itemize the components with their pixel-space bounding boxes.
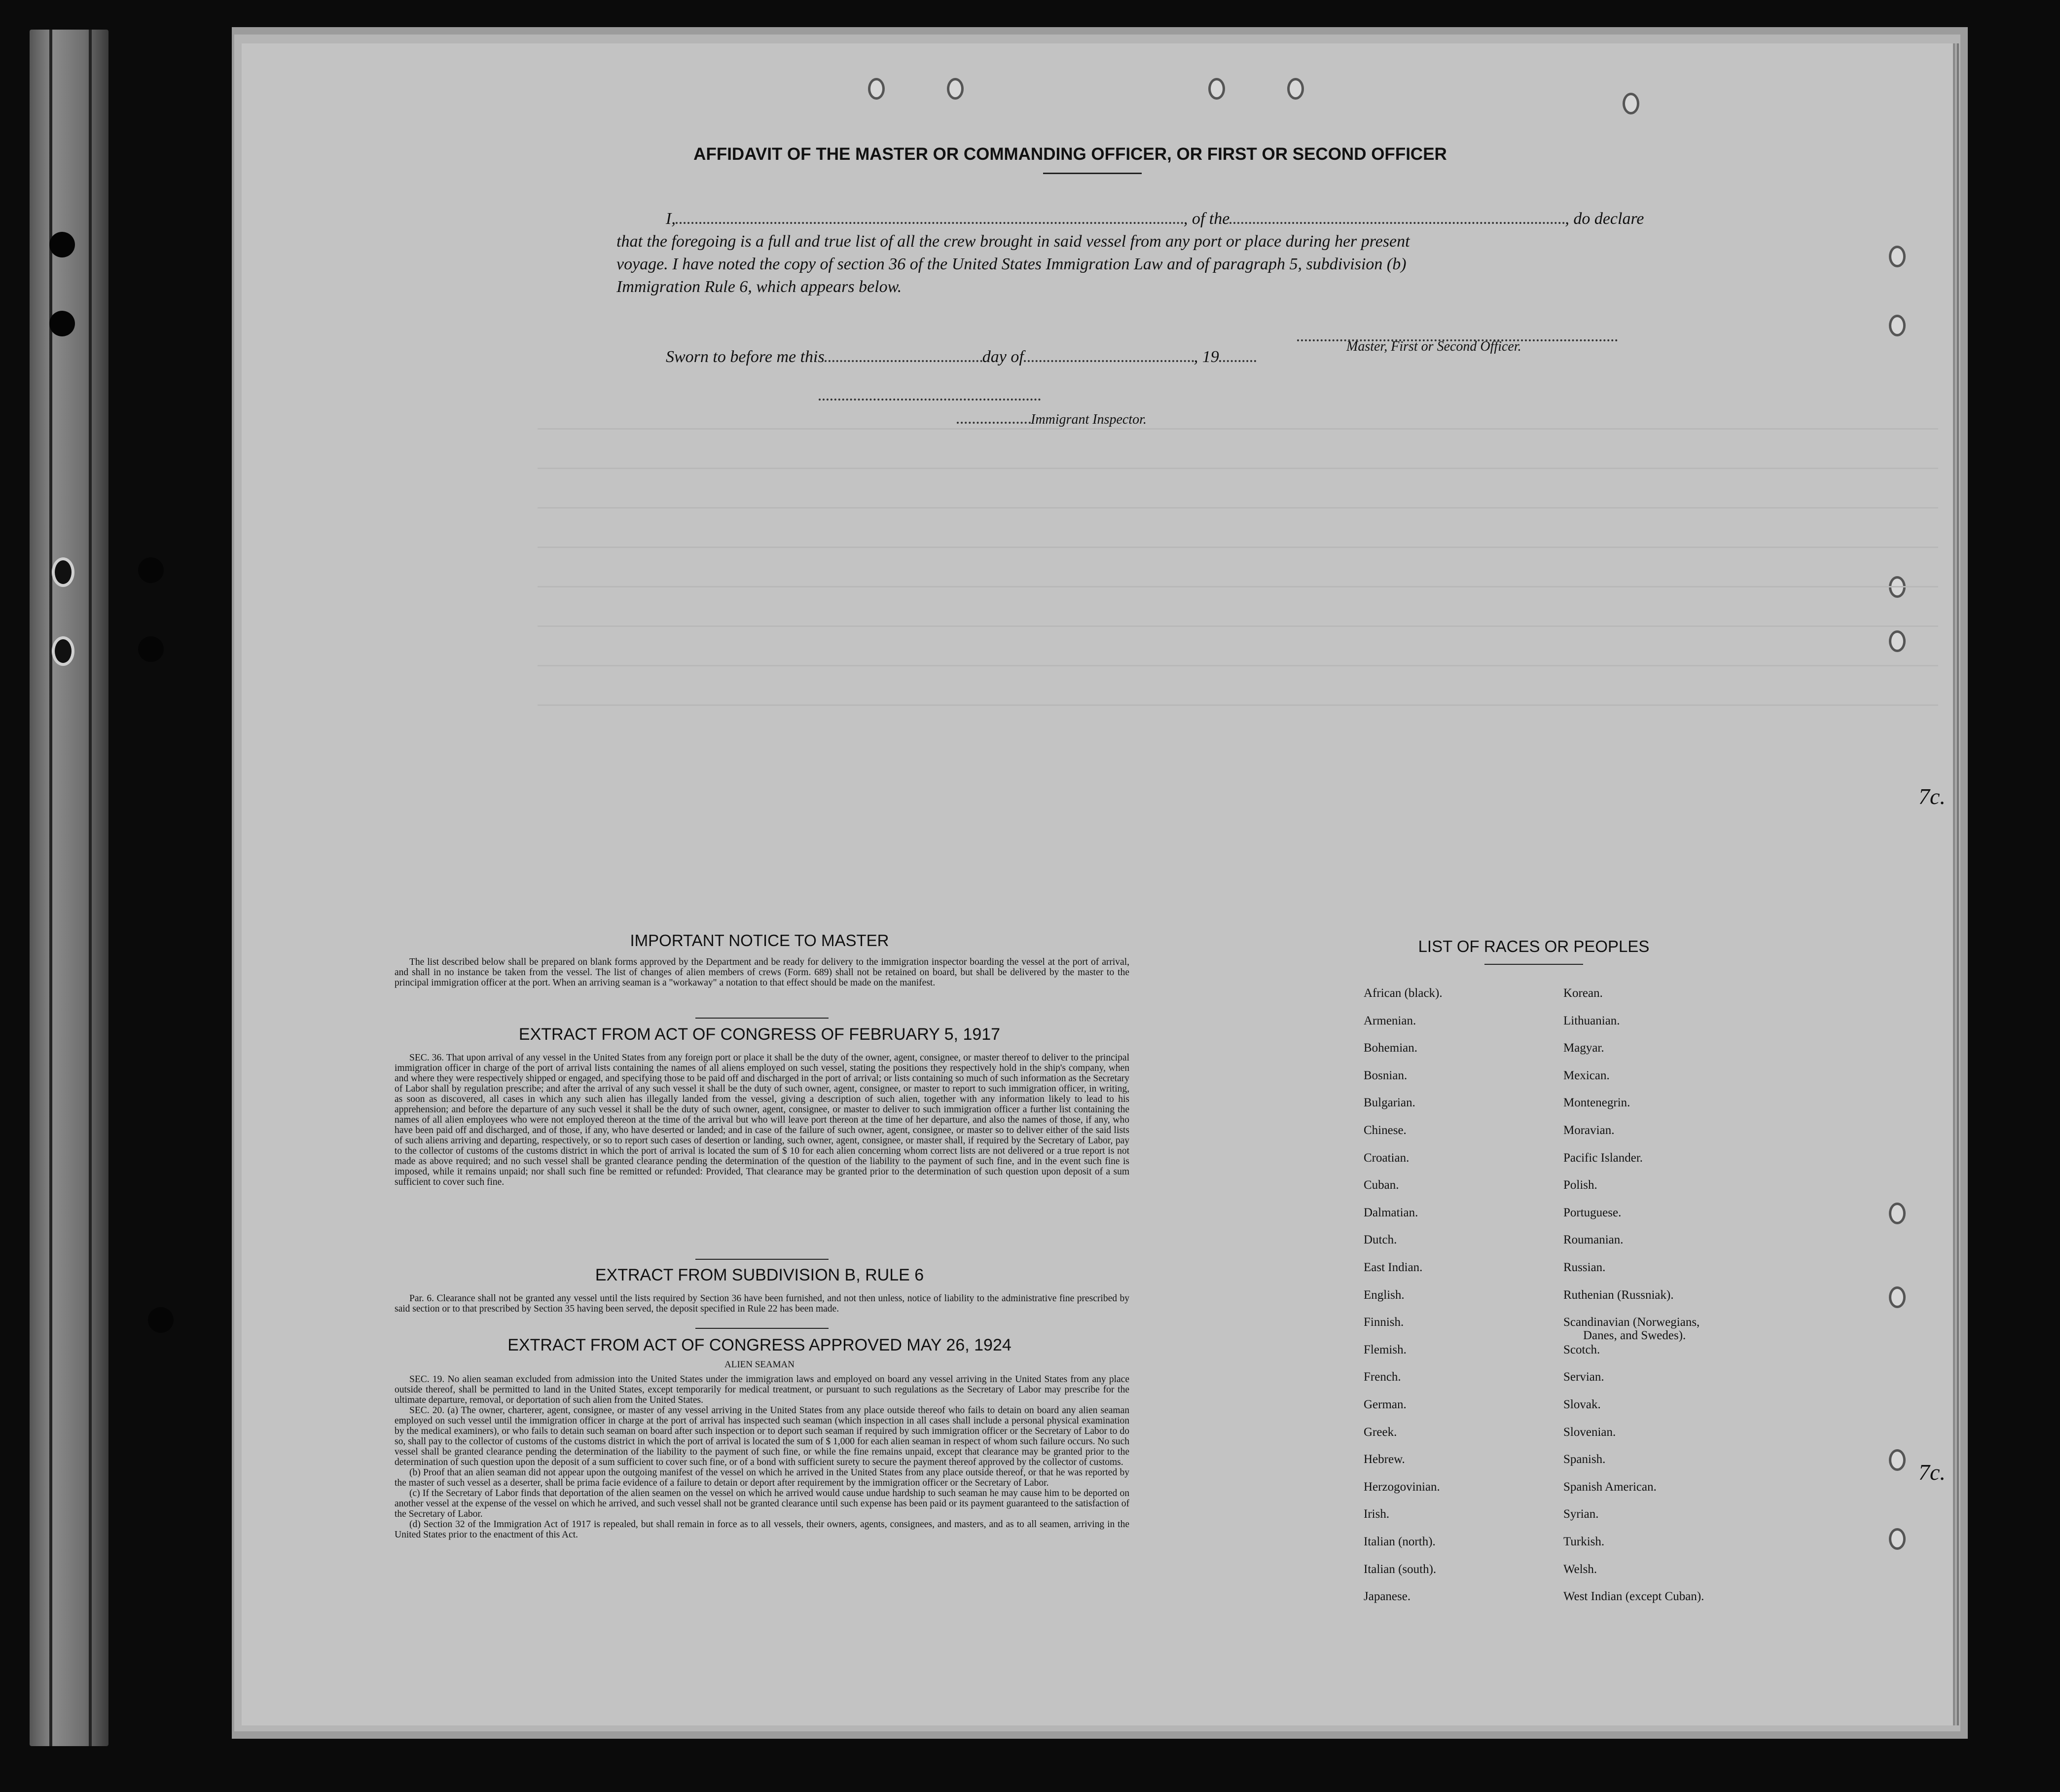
race-item: Bohemian. <box>1364 1041 1418 1055</box>
race-item: Italian (south). <box>1364 1562 1437 1576</box>
vessel-name-field[interactable] <box>1229 207 1565 224</box>
punch-hole <box>1889 246 1906 267</box>
punch-hole <box>1889 315 1906 336</box>
inspector-line: Immigrant Inspector. <box>957 408 1147 431</box>
race-item: Italian (north). <box>1364 1535 1436 1548</box>
race-item: Flemish. <box>1364 1343 1407 1356</box>
inspector-signature-field[interactable] <box>819 384 1041 401</box>
race-item: Portuguese. <box>1563 1206 1622 1219</box>
race-item: Croatian. <box>1364 1151 1409 1165</box>
race-item: Japanese. <box>1364 1590 1411 1604</box>
punch-hole <box>1889 1528 1906 1550</box>
race-item: African (black). <box>1364 987 1443 1000</box>
affidavit-title-rule <box>1043 173 1142 174</box>
race-item: Slovak. <box>1563 1398 1601 1411</box>
binder-dot <box>138 636 164 662</box>
race-item-continued: Danes, and Swedes). <box>1583 1329 1686 1343</box>
sec20b-text: (b) Proof that an alien seaman did not appear upon the outgoing manifest of the vessel on which he arrived in the United States from any place outside thereof, or that he was reported by the master of such vessel as a deserter, shall be prima facie evidence of a failure to detain or deport after requirement by the immigration officer or the Secretary of Labor. <box>395 1467 1129 1488</box>
binder-dot <box>148 1307 174 1333</box>
sec19-text: SEC. 19. No alien seaman excluded from admission into the United States under the immigration laws and employed on board any vessel arriving in the United States from any place outside thereof, shall be permitted to land in the United States, except temporarily for medical treatment, or pursuant to such regulations as the Secretary of Labor may prescribe for the ultimate departure, removal, or deportation of such alien from the United States. <box>395 1374 1129 1405</box>
race-item: Hebrew. <box>1364 1453 1405 1466</box>
notice-text: The list described below shall be prepared on blank forms approved by the Department and be ready for delivery to the immigration inspector boarding the vessel at the port of arrival, and shall in no instance be taken from the vessel. The list of changes of alien members of crews (Form. 689) shall not be retained on board, but shall be delivered by the master to the principal immigration officer at the port. When an arriving seaman is a "workaway" a notation to that effect should be made on the manifest. <box>395 957 1129 988</box>
affidavit-body <box>616 207 1820 298</box>
sworn-line: Sworn to before me this day of , 19 <box>666 345 1256 368</box>
punch-hole <box>1287 78 1304 100</box>
race-item: German. <box>1364 1398 1407 1411</box>
race-item: Spanish. <box>1563 1453 1606 1466</box>
race-item: Bosnian. <box>1364 1068 1408 1082</box>
race-item: Pacific Islander. <box>1563 1151 1643 1165</box>
binder-dot <box>138 557 164 583</box>
race-item: Polish. <box>1563 1178 1597 1192</box>
extract-1917-title: EXTRACT FROM ACT OF CONGRESS OF FEBRUARY 5, 1917 <box>518 1025 1001 1044</box>
race-item: Welsh. <box>1563 1562 1597 1576</box>
extract-rule6-title: EXTRACT FROM SUBDIVISION B, RULE 6 <box>595 1266 924 1284</box>
punch-hole <box>1889 1449 1906 1471</box>
race-item: Bulgarian. <box>1364 1096 1415 1110</box>
race-item: Roumanian. <box>1563 1233 1624 1247</box>
race-item: Dalmatian. <box>1364 1206 1418 1219</box>
sworn-day-field[interactable] <box>825 345 982 362</box>
extract-rule6-rule <box>695 1328 829 1329</box>
race-item: Ruthenian (Russniak). <box>1563 1288 1674 1302</box>
sec20d-text: (d) Section 32 of the Immigration Act of 1917 is repealed, but shall remain in force as to all vessels, their owners, agents, consignees, and masters, and as to all seamen, arriving in the United States prior to the enactment of this Act. <box>395 1519 1129 1540</box>
extract-1924-subtitle: ALIEN SEAMAN <box>724 1359 795 1370</box>
master-name-field[interactable] <box>676 207 1184 224</box>
race-item: Spanish American. <box>1563 1480 1657 1494</box>
race-item: Finnish. <box>1364 1316 1404 1329</box>
margin-mark: 7c. <box>1918 1460 1946 1485</box>
sworn-month-field[interactable] <box>1024 345 1194 362</box>
extract-1917-rule <box>695 1259 829 1260</box>
race-item: French. <box>1364 1370 1401 1384</box>
races-title: LIST OF RACES OR PEOPLES <box>1418 937 1650 955</box>
race-item: East Indian. <box>1364 1261 1423 1274</box>
extract-rule6-text: Par. 6. Clearance shall not be granted any vessel until the lists required by Section 36 have been furnished, and not then unless, notice of liability to the administrative fine prescribed by said section or to that prescribed by Section 35 having been served, the deposit specified in Rule 22 has been made. <box>395 1293 1129 1314</box>
race-item: Greek. <box>1364 1425 1397 1439</box>
binder-dot <box>49 311 75 336</box>
punch-hole <box>1208 78 1225 100</box>
extract-1917-text: SEC. 36. That upon arrival of any vessel in the United States from any foreign port or place it shall be the duty of the owner, agent, consignee, or master thereof to deliver to the principal immigration officer in charge of the port of arrival lists containing the names of all aliens employed on such vessel, stating the positions they respectively hold in the ship's company, when and where they were respectively shipped or engaged, and specifying those to be paid off and discharged in the port of arrival; or lists containing so much of such information as the Secretary of Labor shall by regulation prescribe; and after the arrival of any such vessel it shall be the duty of such owner, agent, consignee, or master to report to such immigration officer, in writing, as soon as discovered, all cases in which any such alien has illegally landed from the vessel, giving a description of such alien, together with any information likely to lead to his apprehension; and before the departure of any such vessel it shall be the duty of such owner, agent, consignee, or master to deliver to such immigration officer a further list containing the names of all alien employees who were not employed thereon at the time of the arrival but who will leave port thereon at the time of her departure, and also the names of those, if any, who have been paid off and discharged, and of those, if any, who have deserted or landed; and in case of the failure of such owner, agent, consignee, or master so to deliver either of the said lists of such aliens arriving and departing, respectively, or so to report such cases of desertion or landing, such owner, agent, consignee, or master shall, if required by the Secretary of Labor, pay to the collector of customs of the customs district in which the port of arrival is located the sum of $ 10 for each alien concerning whom correct lists are not delivered or a true report is not made as above required; and no such vessel shall be granted clearance pending the determination of the question of the liability to the payment of such fine, and in the event such fine is imposed, while it remains unpaid; nor shall such fine be remitted or refunded: Provided, That clearance may be granted prior to the determination of such question upon deposit of a sum sufficient to cover such fine. <box>395 1053 1129 1187</box>
race-item: Herzogovinian. <box>1364 1480 1440 1494</box>
race-item: Armenian. <box>1364 1014 1416 1027</box>
affidavit-line-4: Immigration Rule 6, which appears below. <box>616 278 902 296</box>
races-title-rule <box>1484 964 1583 965</box>
punch-hole <box>947 78 964 100</box>
extract-1924-text <box>395 1374 1129 1540</box>
notice-title: IMPORTANT NOTICE TO MASTER <box>630 931 889 950</box>
affidavit-line-2: that the foregoing is a full and true list of all the crew brought in said vessel from any port or place during her present <box>616 232 1410 251</box>
race-item: Scotch. <box>1563 1343 1600 1356</box>
sworn-year-field[interactable] <box>1219 345 1256 362</box>
race-item: Dutch. <box>1364 1233 1397 1247</box>
binder-ring-hole <box>52 557 74 587</box>
race-item: Mexican. <box>1563 1068 1610 1082</box>
race-item: Lithuanian. <box>1563 1014 1620 1027</box>
race-item: Irish. <box>1364 1507 1390 1521</box>
punch-hole <box>1889 630 1906 652</box>
race-item: Montenegrin. <box>1563 1096 1630 1110</box>
punch-hole <box>868 78 885 100</box>
extract-1924-title: EXTRACT FROM ACT OF CONGRESS APPROVED MAY 26, 1924 <box>507 1336 1012 1354</box>
binder-ring-hole <box>52 636 74 666</box>
affidavit-title: AFFIDAVIT OF THE MASTER OR COMMANDING OFFICER, OR FIRST OR SECOND OFFICER <box>693 145 1447 164</box>
race-item: Syrian. <box>1563 1507 1599 1521</box>
race-item: English. <box>1364 1288 1405 1302</box>
binder-strip <box>30 30 108 1746</box>
manifest-page <box>242 43 1953 1725</box>
race-item: Turkish. <box>1563 1535 1605 1548</box>
race-item: Korean. <box>1563 987 1603 1000</box>
sec20a-text: SEC. 20. (a) The owner, charterer, agent, consignee, or master of any vessel arriving in the United States from any place outside thereof who fails to detain on board any alien seaman employed on such vessel until the immigration officer in charge at the port of arrival has inspected such seaman (which inspection in all cases shall include a personal physical examination by the medical examiners), or who fails to detain such seaman on board after such inspection or to deport such seaman if required by such immigration officer or the Secretary of Labor to do so, shall pay to the collector of customs of the customs district in which the port of arrival is located the sum of $ 1,000 for each alien seaman in respect of whom such failure occurs. No such vessel shall be granted clearance pending the determination of the liability to the payment of such fine, or while the fine remains unpaid, except that clearance may be granted prior to the determination of such question upon the deposit of a sum sufficient to cover such fine, or of a bond with sufficient surety to secure the payment thereof approved by the collector of customs. <box>395 1405 1129 1467</box>
punch-hole <box>1889 1286 1906 1308</box>
master-signature-label: Master, First or Second Officer. <box>1346 339 1521 354</box>
race-item: Moravian. <box>1563 1124 1615 1137</box>
binder-dot <box>49 232 75 257</box>
race-item: Russian. <box>1563 1261 1606 1274</box>
race-item: Chinese. <box>1364 1124 1407 1137</box>
race-item: Cuban. <box>1364 1178 1399 1192</box>
punch-hole <box>1623 93 1639 114</box>
race-item: Magyar. <box>1563 1041 1604 1055</box>
sec20c-text: (c) If the Secretary of Labor finds that deportation of the alien seamen on the vessel on which he arrived would cause undue hardship to such seaman he may cause him to be deported on another vessel at the expense of the vessel on which he arrived, and such vessel shall not be granted clearance until such expense has been paid or its payment guaranteed to the satisfaction of the Secretary of Labor. <box>395 1488 1129 1519</box>
notice-rule <box>695 1018 829 1019</box>
margin-mark: 7c. <box>1918 784 1946 809</box>
affidavit-line-1: I, , of the , do declare <box>616 207 1820 230</box>
affidavit-line-3: voyage. I have noted the copy of section 36 of the United States Immigration Law and of paragraph 5, subdivision (b) <box>616 255 1407 273</box>
race-item: West Indian (except Cuban). <box>1563 1590 1704 1604</box>
race-item: Servian. <box>1563 1370 1604 1384</box>
race-item: Slovenian. <box>1563 1425 1616 1439</box>
punch-hole <box>1889 1203 1906 1224</box>
race-item: Scandinavian (Norwegians, <box>1563 1316 1700 1329</box>
